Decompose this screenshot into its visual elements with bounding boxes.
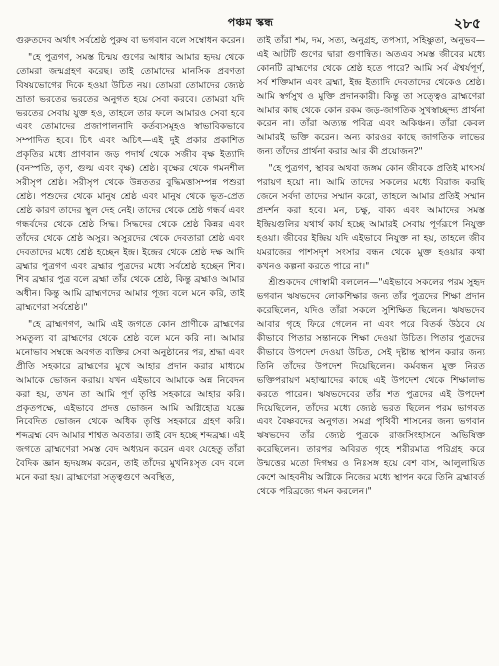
running-title: পঞ্চম স্কন্ধ (227, 16, 274, 29)
paragraph: "হে পুত্রগণ, স্থাবর অথবা জঙ্গম কোন জীবকে প্রতিই মাৎসর্য পরায়ণ হয়ো না। আমি তাদের সকলের মধ্যে বিরাজ করছি জেনে সর্বদা তাদের সম্মান করো, তাহলে আমার প্রতিই সম্মান প্রদর্শন করা হবে। মন, চক্ষু, বাক্য এবং আমাদের সমস্ত ইন্দ্রিয়গুলির যথার্থ কার্য হচ্ছে আমারই সেবায় পূর্ণরূপে নিযুক্ত হওয়া। জীবের ইন্দ্রিয় যদি এইভাবে নিযুক্ত না হয়, তাহলে জীব যমরাজের পাশসদৃশ সংসার বন্ধন থেকে মুক্ত হওয়ার কথা কখনও কল্পনা করতে পারে না।" (256, 163, 485, 272)
page-number: ২৮৫ (453, 16, 481, 32)
text-columns (16, 34, 485, 652)
right-column (257, 34, 486, 652)
paragraph: গুরুতদেব অর্থাৎ সর্বশ্রেষ্ঠ পুরুষ বা ভগবান বলে সম্বোধন করেন। (16, 35, 245, 46)
paragraph: শ্রীশুকদেব গোস্বামী বললেন—"এইভাবে সকলের পরম সুহৃদ ভগবান ঋষভদেব লোকশিক্ষার জন্য তাঁর পুত্রদের শিক্ষা প্রদান করেছিলেন, যদিও তাঁরা সকলে সুশিক্ষিত ছিলেন। ঋষভদেব আবার গৃহে ফিরে গেলেন না এবং পরে বিতর্ক উঠবে যে কীভাবে পিতার সন্তানকে শিক্ষা দেওয়া উচিত। পিতার পুত্রদের কীভাবে উপদেশ দেওয়া উচিত, সেই দৃষ্টান্ত স্থাপন করার জন্য তিনি তাঁদের উপদেশ দিয়েছিলেন। কর্মবন্ধন মুক্ত নিরত ভক্তিপরায়ণ মহাত্মাদের কাছে এই উপদেশ থেকে শিক্ষালাভ করতে পারেন। ঋষভদেবের তাঁর শত পুত্রদের এই উপদেশ দিয়েছিলেন, তাঁদের মধ্যে জ্যেষ্ঠ ভরত ছিলেন পরম ভাগবত এবং বৈষ্ণবদের অনুগত। সমগ্র পৃথিবী শাসনের জন্য ভগবান ঋষভদেব তাঁর জ্যেষ্ঠ পুত্রকে রাজসিংহাসনে অভিষিক্ত করেছিলেন। তারপর অবিরত গৃহে শরীরমাত্র পরিগ্রহ করে উন্মত্তের মতো দিগম্বর ও নিঃসঙ্গ হয়ে বেশ বাস, আলুলায়িত কেশে আহবনীয় অগ্নিকে নিজের মধ্যে স্থাপন করে তিনি ব্রহ্মাবর্ত থেকে পরিব্রজ্যে গমন করলেন।" (256, 277, 485, 497)
page-header (16, 12, 485, 34)
paragraph: "হে ব্রাহ্মণগণ, আমি এই জগতে কোন প্রাণীকে ব্রাহ্মণের সমতুল্য বা ব্রাহ্মণের থেকে শ্রেষ্ঠ বলে মনে করি না। আমার মনোভাব সম্বন্ধে অবগত ব্যক্তির সেবা অনুষ্ঠানের পর, শ্রদ্ধা এবং প্রীতি সহকারে ব্রাহ্মণের মুখে আহার প্রদান করার মাধ্যমে আমাকে ভোজন করায়। যখন এইভাবে আমাকে অন্ন নিবেদন করা হয়, তখন তা আমি পূর্ণ তৃপ্তি সহকারে আহার করি। প্রকৃতপক্ষে, এইভাবে প্রদত্ত ভোজন আমি অগ্নিহোত্র যজ্ঞে নিবেদিত ভোজন থেকে অধিক তৃপ্তি সহকারে গ্রহণ করি। শব্দব্রহ্ম বেদ আমার শাশ্বত অবতার। তাই বেদ হচ্ছে শব্দব্রহ্ম। এই জগতে ব্রাহ্মণেরা সমস্ত বেদ অধ্যয়ন করেন এবং যেহেতু তাঁরা বৈদিক জ্ঞান হৃদয়ঙ্গম করেন, তাই তাঁদের মুখনিঃসৃত বেদ বলে মনে করা হয়। ব্রাহ্মণেরা সত্ত্বগুণে অবস্থিত, (16, 319, 245, 484)
paragraph: "হে পুত্রগণ, সমস্ত চিন্ময় গুণের আধার আমার হৃদয় থেকে তোমরা জন্মগ্রহণ করেছ। তাই তোমাদের মানসিক প্রবণতা বিষয়ভোগের দিকে হওয়া উচিত নয়। তোমরা তোমাদের জ্যেষ্ঠ ভ্রাতা ভরতের ভরতের অনুগত হয়ে সেবা করবে। তোমরা যদি ভরতের সেবায় যুক্ত হও, তাহলে তার ফলে আমারও সেবা হবে এবং তোমাদের প্রজাপালনাদি কর্তব্যসমূহও স্বাভাবিকভাবে সম্পাদিত হবে। চিৎ এবং অচিৎ—এই দুই প্রকার প্রকাশিত প্রকৃতির মধ্যে প্রাণবান জড় পদার্থ থেকে সজীব বৃক্ষ ইত্যাদি (বনস্পতি, তৃণ, গুল্ম এবং বৃক্ষ) শ্রেষ্ঠ। বৃক্ষের থেকে গমনশীল সরীসৃপ শ্রেষ্ঠ। সরীসৃপ থেকে উন্নততর বুদ্ধিমত্তাসম্পন্ন পশুরা শ্রেষ্ঠ। পশুদের থেকে মানুষ শ্রেষ্ঠ এবং মানুষ থেকে ভূত-প্রেত শ্রেষ্ঠ কারণ তাদের স্থূল দেহ নেই। তাদের থেকে শ্রেষ্ঠ গন্ধর্ব এবং গন্ধর্বদের থেকে শ্রেষ্ঠ সিদ্ধ। সিদ্ধদের থেকে শ্রেষ্ঠ কিন্নর এবং তাঁদের থেকে শ্রেষ্ঠ অসুর। অসুরদের থেকে দেবতারা শ্রেষ্ঠ এবং দেবতাদের মধ্যে শ্রেষ্ঠ হচ্ছেন ইন্দ্র। ইন্দ্রের থেকে শ্রেষ্ঠ দক্ষ আদি ব্রহ্মার পুত্রগণ এবং ব্রহ্মার পুত্রদের মধ্যে সর্বশ্রেষ্ঠ হচ্ছেন শিব। শিব ব্রহ্মার পুত্র বলে ব্রহ্মা তাঁর থেকে শ্রেষ্ঠ, কিন্তু ব্রহ্মাও আমার অধীন। কিন্তু আমি ব্রাহ্মণদের আমার পূজ্য বলে মনে করি, তাই ব্রাহ্মণেরা সর্বশ্রেষ্ঠ।" (16, 51, 245, 314)
left-column (16, 34, 245, 652)
paragraph: তাই তাঁরা শম, দম, সত্য, অনুগ্রহ, তপস্যা, সহিষ্ণুতা, অনুভব—এই আটটি গুণের দ্বারা গুণান্বিত। অতএব সমস্ত জীবের মধ্যে কোনটি ব্রাহ্মণের থেকে শ্রেষ্ঠ হতে পারে? আমি সর্ব ঐশ্বর্যপূর্ণ, সর্ব শক্তিমান এবং ব্রহ্মা, ইন্দ্র ইত্যাদি দেবতাদের থেকেও শ্রেষ্ঠ। আমি স্বর্গসুখ ও মুক্তি প্রদানকারী। কিন্তু তা সত্ত্বেও ব্রাহ্মণেরা আমার কাছ থেকে কোন রকম জড়-জাগতিক সুখস্বাচ্ছন্দ্য প্রার্থনা করেন না। তাঁরা অত্যন্ত পবিত্র এবং অকিঞ্চন। তাঁরা কেবল আমারই ভক্তি করেন। অন্য কারওর কাছে জাগতিক লাভের জন্য তাঁদের প্রার্থনা করার আর কী প্রয়োজন?" (256, 35, 485, 158)
